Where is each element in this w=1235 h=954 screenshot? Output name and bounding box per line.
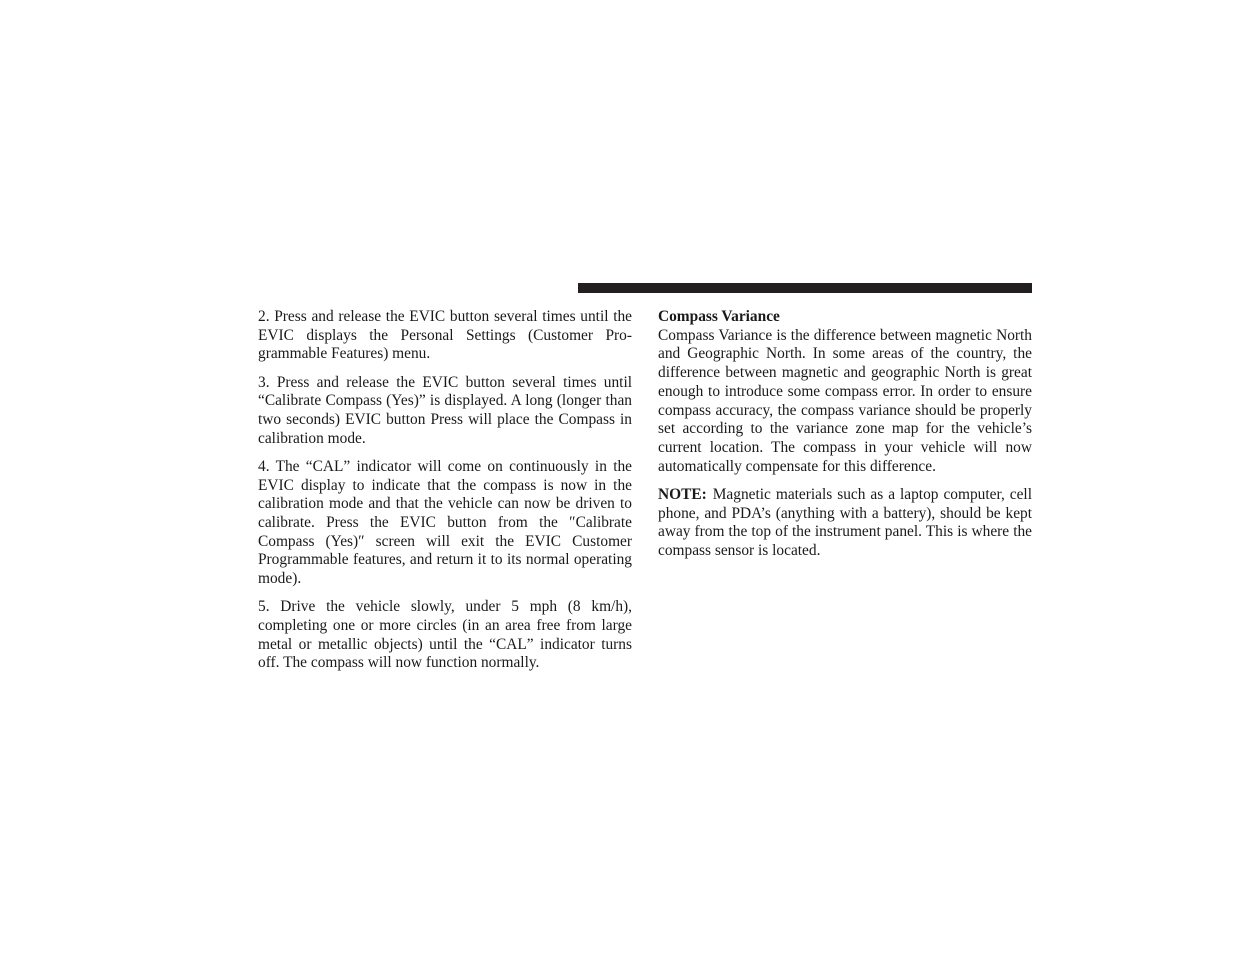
compass-variance-heading: Compass Variance	[658, 308, 780, 325]
left-column	[258, 308, 632, 683]
right-column	[658, 308, 1032, 570]
section-header-bar	[578, 283, 1032, 293]
step-3-paragraph: 3. Press and release the EVIC button several times until “Calibrate Compass (Yes)” is displayed. A long (longer than two seconds) EVIC button Press will place the Compass in calibration mode.	[258, 373, 632, 447]
note-text: Magnetic materials such as a laptop computer, cell phone, and PDA’s (anything with a battery), should be kept away from the top of the instrument panel. This is where the compass sensor is located.	[658, 485, 1032, 559]
step-5-paragraph: 5. Drive the vehicle slowly, under 5 mph (8 km/h), completing one or more circles (in an area free from large metal or metallic objects) until the “CAL” indicator turns off. The compass will now function normally.	[258, 598, 632, 672]
step-2-paragraph: 2. Press and release the EVIC button several times until the EVIC displays the Personal Settings (Customer Programmable Features) menu.	[258, 308, 632, 363]
compass-variance-body: Compass Variance is the difference between magnetic North and Geographic North. In some areas of the country, the difference between magnetic and geographic North is great enough to introduce some compass error. In order to ensure compass accuracy, the compass variance should be properly set according to the variance zone map for the vehicle’s current location. The compass in your vehicle will now automatically compensate for this difference.	[658, 326, 1032, 475]
step-4-paragraph: 4. The “CAL” indicator will come on continuously in the EVIC display to indicate that the compass is now in the calibration mode and that the vehicle can now be driven to calibrate. Press the EVIC button from the ″Calibrate Compass (Yes)″ screen will exit the EVIC Customer Programmable features, and return it to its normal operating mode).	[258, 457, 632, 588]
note-label: NOTE:	[658, 485, 707, 503]
note-paragraph	[658, 486, 1032, 561]
